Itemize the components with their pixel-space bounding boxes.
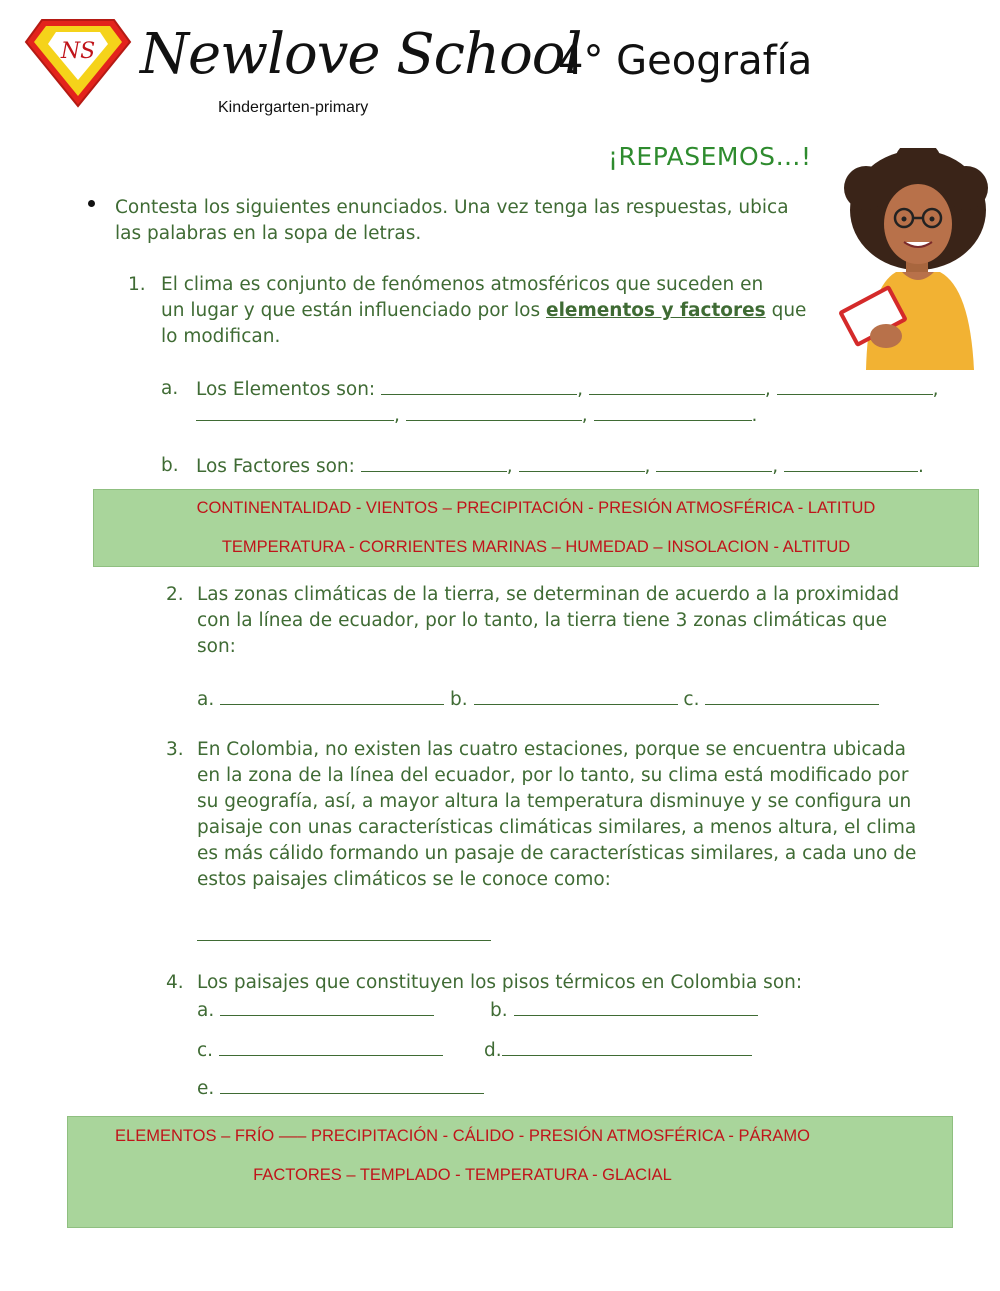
q4e-label: e.: [197, 1078, 215, 1099]
q2-line2: con la línea de ecuador, por lo tanto, la tierra tiene 3 zonas climáticas que: [197, 610, 887, 631]
q1a-blank-6[interactable]: [594, 402, 752, 421]
word-bank-1: [93, 489, 979, 567]
q1a-blank-3[interactable]: [777, 376, 933, 395]
word-bank-2-row2: FACTORES – TEMPLADO - TEMPERATURA - GLACIAL: [253, 1166, 672, 1184]
q1-line3: lo modifican.: [161, 326, 281, 347]
q1-line2-post: que: [771, 300, 807, 321]
word-bank-2: [67, 1116, 953, 1228]
q1b-blank-1[interactable]: [361, 453, 507, 472]
q2-line1: Las zonas climáticas de la tierra, se determinan de acuerdo a la proximidad: [197, 584, 900, 605]
school-name: Newlove School: [140, 22, 582, 87]
q4a-label: a.: [197, 1000, 215, 1021]
q4-row-ab: [197, 997, 434, 1024]
q2-line3: son:: [197, 636, 236, 657]
q1a-text: Los Elementos son:: [196, 379, 376, 400]
logo-letters: NS: [60, 39, 96, 64]
q1b-blank-2[interactable]: [519, 453, 645, 472]
teacher-illustration: [836, 148, 996, 370]
q4-number: 4.: [166, 972, 184, 993]
q4b-label: b.: [490, 1000, 508, 1021]
word-bank-1-row2: TEMPERATURA - CORRIENTES MARINAS – HUMEDAD – INSOLACION - ALTITUD: [221, 538, 851, 556]
q1a-label: a.: [161, 378, 179, 399]
q1-line2-pre: un lugar y que están influenciado por los: [161, 300, 541, 321]
q4b-blank[interactable]: [514, 997, 758, 1016]
q1b-blank-3[interactable]: [656, 453, 772, 472]
q3-line-5: es más cálido formando un pasaje de características similares, a cada uno de: [197, 843, 917, 864]
q3-line-3: su geografía, así, a mayor altura la temperatura disminuye y se configura un: [197, 791, 912, 812]
q1b-text: Los Factores son:: [196, 456, 355, 477]
word-bank-2-row1: ELEMENTOS – FRÍO ––– PRECIPITACIÓN - CÁLIDO - PRESIÓN ATMOSFÉRICA - PÁRAMO: [115, 1127, 810, 1145]
q4c-blank[interactable]: [219, 1037, 443, 1056]
q4d-label: d.: [484, 1040, 502, 1061]
q4-row-d: [484, 1037, 752, 1064]
q1-line1: El clima es conjunto de fenómenos atmosféricos que suceden en: [161, 274, 764, 295]
q1a-blank-2[interactable]: [589, 376, 765, 395]
q2-answers: [197, 686, 879, 713]
instructions-line2: las palabras en la sopa de letras.: [115, 223, 422, 244]
q1a-row1: Los Elementos son: , , ,: [196, 376, 938, 403]
bullet-dot: [88, 200, 95, 207]
q4e-blank[interactable]: [220, 1075, 484, 1094]
subject-title: 4° Geografía: [558, 38, 813, 84]
q2c-blank[interactable]: [705, 686, 879, 705]
q4-line1: Los paisajes que constituyen los pisos térmicos en Colombia son:: [197, 972, 803, 993]
q1b-label: b.: [161, 455, 179, 476]
q2-number: 2.: [166, 584, 184, 605]
q4-row-c: [197, 1037, 443, 1064]
q2b-blank[interactable]: [474, 686, 678, 705]
school-logo: [22, 14, 134, 110]
q4-row-e: [197, 1075, 484, 1102]
q2c-label: c.: [683, 689, 700, 710]
q2a-blank[interactable]: [220, 686, 444, 705]
q3-line-1: En Colombia, no existen las cuatro estaciones, porque se encuentra ubicada: [197, 739, 906, 760]
q3-line-2: en la zona de la línea del ecuador, por lo tanto, su clima está modificado por: [197, 765, 909, 786]
q4-row-b: [490, 997, 758, 1024]
q2a-label: a.: [197, 689, 215, 710]
q2b-label: b.: [450, 689, 468, 710]
q3-number: 3.: [166, 739, 184, 760]
q1-line2: [161, 298, 806, 324]
q1b-row: Los Factores son: , , , .: [196, 453, 924, 480]
q4a-blank[interactable]: [220, 997, 434, 1016]
q3-line-4: paisaje con unas características climáticas similares, a menos altura, el clima: [197, 817, 917, 838]
school-subtitle: Kindergarten-primary: [218, 99, 369, 116]
q1a-blank-1[interactable]: [381, 376, 577, 395]
q1b-blank-4[interactable]: [784, 453, 918, 472]
q4c-label: c.: [197, 1040, 214, 1061]
q3-blank[interactable]: [197, 922, 491, 941]
q1-key-terms: elementos y factores: [546, 300, 766, 321]
q1a-row2: , , .: [196, 402, 757, 429]
q1a-blank-4[interactable]: [196, 402, 394, 421]
q4d-blank[interactable]: [502, 1037, 752, 1056]
q1-number: 1.: [128, 274, 146, 295]
word-bank-1-row1: CONTINENTALIDAD - VIENTOS – PRECIPITACIÓN - PRESIÓN ATMOSFÉRICA - LATITUD: [196, 499, 876, 517]
review-title: ¡REPASEMOS…!: [608, 142, 812, 171]
instructions-line1: Contesta los siguientes enunciados. Una vez tenga las respuestas, ubica: [115, 197, 789, 218]
q1a-blank-5[interactable]: [406, 402, 582, 421]
q3-line-6: estos paisajes climáticos se le conoce como:: [197, 869, 611, 890]
